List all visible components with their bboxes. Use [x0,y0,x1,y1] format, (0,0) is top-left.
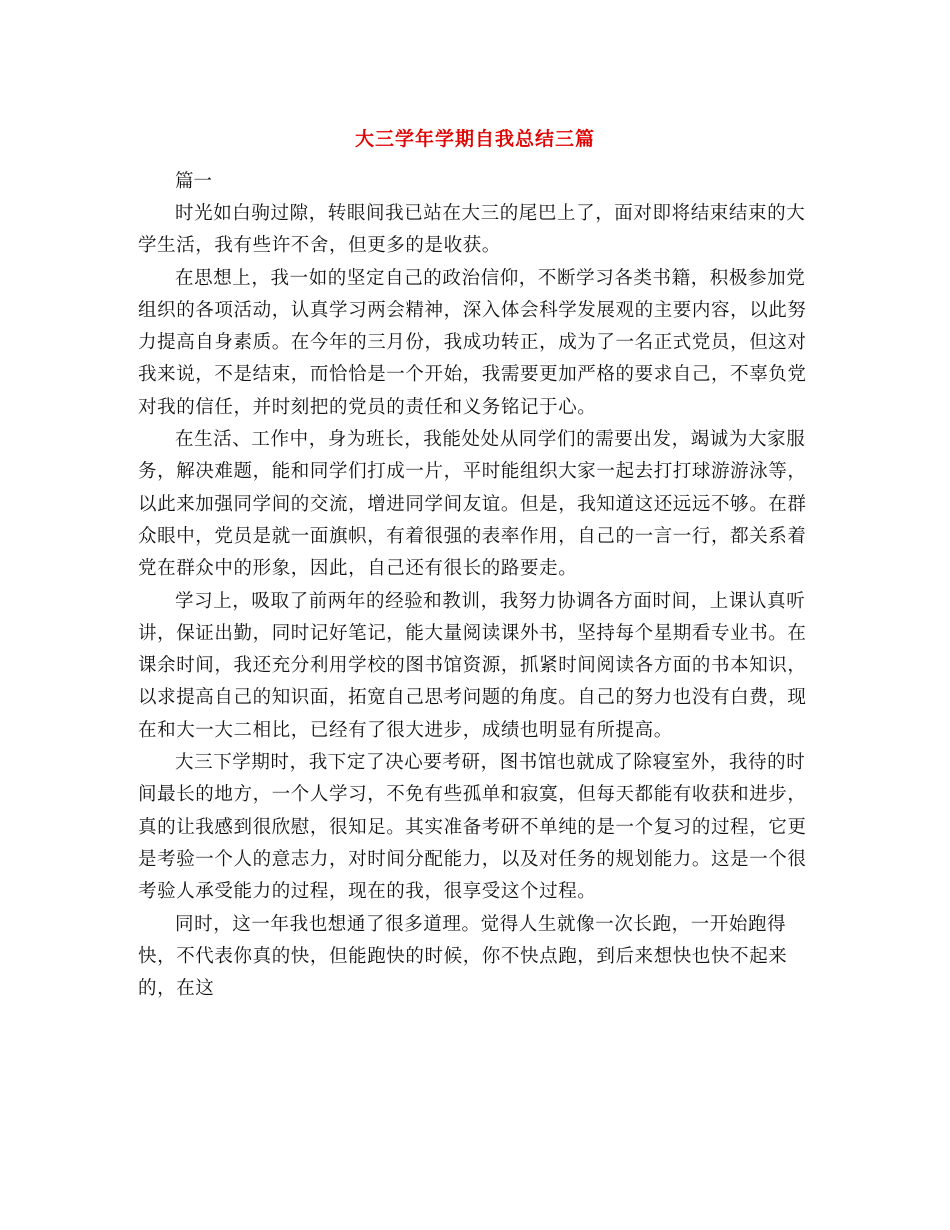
paragraph: 学习上，吸取了前两年的经验和教训，我努力协调各方面时间，上课认真听讲，保证出勤，同时记好笔记，能大量阅读课外书，坚持每个星期看专业书。在课余时间，我还充分利用学校的图书馆资源，抓紧时间阅读各方面的书本知识，以求提高自己的知识面，拓宽自己思考问题的角度。自己的努力也没有白费，现在和大一大二相比，已经有了很大进步，成绩也明显有所提高。 [138,590,807,741]
paragraph: 大三下学期时，我下定了决心要考研，图书馆也就成了除寝室外，我待的时间最长的地方，一个人学习，不免有些孤单和寂寞，但每天都能有收获和进步，真的让我感到很欣慰，很知足。其实准备考研不单纯的是一个复习的过程，它更是考验一个人的意志力，对时间分配能力，以及对任务的规划能力。这是一个很考验人承受能力的过程，现在的我，很享受这个过程。 [138,752,807,903]
paragraph: 在思想上，我一如的坚定自己的政治信仰，不断学习各类书籍，积极参加党组织的各项活动，认真学习两会精神，深入体会科学发展观的主要内容，以此努力提高自身素质。在今年的三月份，我成功转正，成为了一名正式党员，但这对我来说，不是结束，而恰恰是一个开始，我需要更加严格的要求自己，不辜负党对我的信任，并时刻把的党员的责任和义务铭记于心。 [138,267,807,418]
paragraph: 时光如白驹过隙，转眼间我已站在大三的尾巴上了，面对即将结束结束的大学生活，我有些许不舍，但更多的是收获。 [138,203,806,257]
paragraph: 在生活、工作中，身为班长，我能处处从同学们的需要出发，竭诚为大家服务，解决难题，能和同学们打成一片，平时能组织大家一起去打打球游游泳等，以此来加强同学间的交流，增进同学间友谊。但是，我知道这还远远不够。在群众眼中，党员是就一面旗帜，有着很强的表率作用，自己的一言一行，都关系着党在群众中的形象，因此，自己还有很长的路要走。 [138,429,807,580]
document-title: 大三学年学期自我总结三篇 [354,128,595,150]
section-heading: 篇一 [175,171,213,192]
paragraph: 同时，这一年我也想通了很多道理。觉得人生就像一次长跑，一开始跑得快，不代表你真的快，但能跑快的时候，你不快点跑，到后来想快也快不起来的，在这 [138,913,788,1000]
document-body [138,198,818,1005]
